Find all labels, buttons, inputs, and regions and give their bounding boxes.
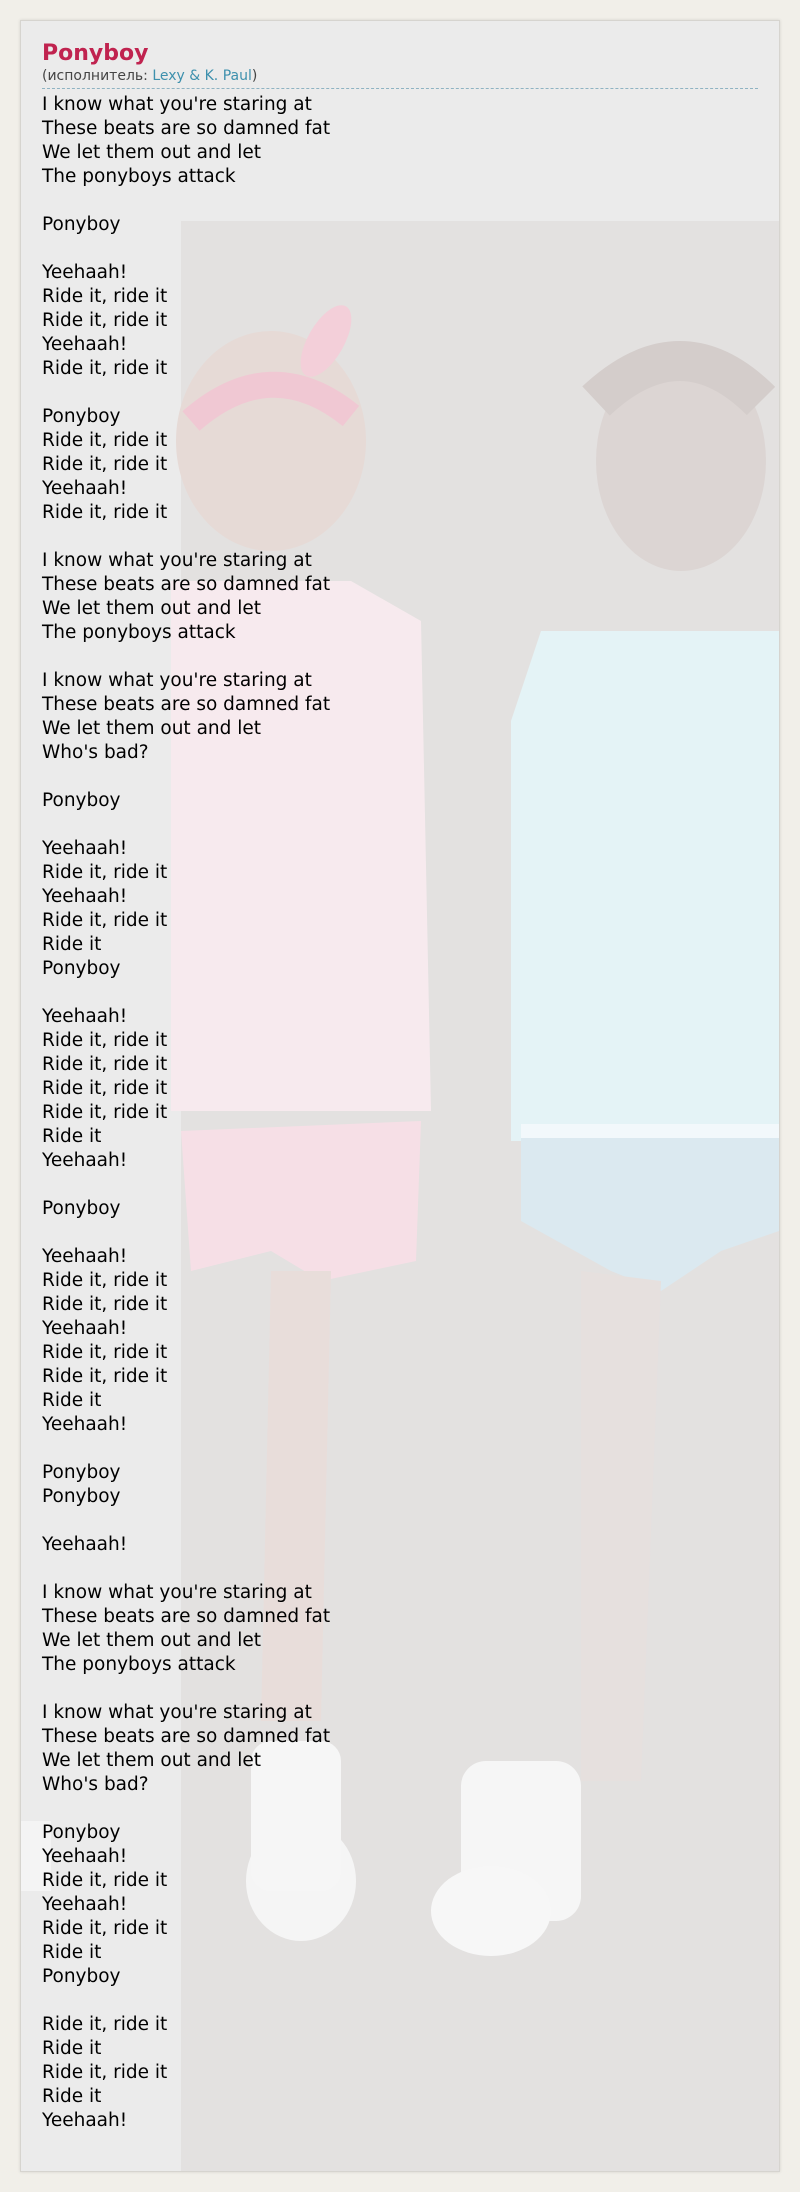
lyric-line: We let them out and let bbox=[42, 142, 262, 163]
lyric-line: Ride it, ride it bbox=[42, 310, 168, 331]
lyric-line: Ponyboy bbox=[42, 1966, 121, 1987]
lyric-line: Ponyboy bbox=[42, 790, 121, 811]
lyric-line: Yeehaah! bbox=[42, 1894, 128, 1915]
lyric-line: We let them out and let bbox=[42, 1750, 262, 1771]
lyric-line: Ride it, ride it bbox=[42, 1078, 168, 1099]
lyric-line: Ponyboy bbox=[42, 1822, 121, 1843]
lyric-line: The ponyboys attack bbox=[42, 1654, 236, 1675]
lyric-line: Yeehaah! bbox=[42, 886, 128, 907]
artist-line bbox=[42, 67, 758, 89]
lyric-line bbox=[42, 1557, 758, 1581]
lyric-line: Ride it, ride it bbox=[42, 1294, 168, 1315]
lyric-line: Ride it, ride it bbox=[42, 358, 168, 379]
lyric-line: Ponyboy bbox=[42, 406, 121, 427]
lyric-line: Yeehaah! bbox=[42, 1006, 128, 1027]
lyric-line: Yeehaah! bbox=[42, 334, 128, 355]
lyrics-card bbox=[20, 20, 780, 2172]
lyric-line bbox=[42, 981, 758, 1005]
song-title: Ponyboy bbox=[42, 41, 149, 66]
lyric-line: These beats are so damned fat bbox=[42, 1606, 331, 1627]
lyric-line bbox=[42, 381, 758, 405]
lyric-line: Ride it, ride it bbox=[42, 1054, 168, 1075]
lyric-line: Yeehaah! bbox=[42, 1150, 128, 1171]
song-content bbox=[42, 41, 758, 2133]
lyric-line: Ride it, ride it bbox=[42, 430, 168, 451]
lyric-line bbox=[42, 765, 758, 789]
lyric-line: We let them out and let bbox=[42, 718, 262, 739]
lyric-line: Ponyboy bbox=[42, 214, 121, 235]
lyric-line: Yeehaah! bbox=[42, 838, 128, 859]
lyric-line: These beats are so damned fat bbox=[42, 1726, 331, 1747]
lyric-line: Who's bad? bbox=[42, 1774, 149, 1795]
lyric-line: Yeehaah! bbox=[42, 1318, 128, 1339]
lyric-line bbox=[42, 1677, 758, 1701]
lyric-line: Ride it bbox=[42, 1126, 102, 1147]
lyric-line: Ride it bbox=[42, 1390, 102, 1411]
lyric-line bbox=[42, 1437, 758, 1461]
lyric-line: These beats are so damned fat bbox=[42, 694, 331, 715]
lyric-line: Ride it, ride it bbox=[42, 2062, 168, 2083]
lyric-line: Yeehaah! bbox=[42, 1246, 128, 1267]
lyric-line: I know what you're staring at bbox=[42, 550, 312, 571]
artist-suffix: ) bbox=[251, 68, 258, 84]
lyric-line: Yeehaah! bbox=[42, 1534, 128, 1555]
lyric-line bbox=[42, 813, 758, 837]
lyric-line: The ponyboys attack bbox=[42, 622, 236, 643]
lyric-line: I know what you're staring at bbox=[42, 1582, 312, 1603]
lyric-line: Ride it, ride it bbox=[42, 1102, 168, 1123]
lyric-line: I know what you're staring at bbox=[42, 94, 312, 115]
lyric-line bbox=[42, 1173, 758, 1197]
artist-link[interactable]: Lexy & K. Paul bbox=[152, 68, 252, 84]
lyric-line: We let them out and let bbox=[42, 1630, 262, 1651]
lyric-line: Ride it, ride it bbox=[42, 910, 168, 931]
lyric-line: Ride it, ride it bbox=[42, 1030, 168, 1051]
lyric-line bbox=[42, 1221, 758, 1245]
lyric-line: Yeehaah! bbox=[42, 1414, 128, 1435]
lyric-line: Ride it, ride it bbox=[42, 862, 168, 883]
lyric-line bbox=[42, 525, 758, 549]
lyric-line: Ride it bbox=[42, 1942, 102, 1963]
artist-prefix: (исполнитель: bbox=[42, 68, 153, 84]
lyric-line: Ride it bbox=[42, 2086, 102, 2107]
lyric-line bbox=[42, 189, 758, 213]
lyric-line: The ponyboys attack bbox=[42, 166, 236, 187]
lyric-line: Ponyboy bbox=[42, 958, 121, 979]
lyric-line: Ride it, ride it bbox=[42, 286, 168, 307]
lyric-line bbox=[42, 645, 758, 669]
lyric-line: Ride it, ride it bbox=[42, 454, 168, 475]
lyric-line bbox=[42, 1509, 758, 1533]
lyric-line: These beats are so damned fat bbox=[42, 574, 331, 595]
lyric-line bbox=[42, 1797, 758, 1821]
lyric-line: These beats are so damned fat bbox=[42, 118, 331, 139]
lyric-line: Ride it, ride it bbox=[42, 1342, 168, 1363]
lyric-line bbox=[42, 1989, 758, 2013]
lyric-line: Yeehaah! bbox=[42, 2110, 128, 2131]
lyrics-text bbox=[42, 93, 758, 2133]
lyric-line: We let them out and let bbox=[42, 598, 262, 619]
lyric-line: Yeehaah! bbox=[42, 478, 128, 499]
lyric-line: Ride it, ride it bbox=[42, 502, 168, 523]
lyric-line: Yeehaah! bbox=[42, 1846, 128, 1867]
lyric-line: Ride it, ride it bbox=[42, 1918, 168, 1939]
lyric-line: Ponyboy bbox=[42, 1462, 121, 1483]
lyric-line: Ride it, ride it bbox=[42, 1270, 168, 1291]
lyric-line: Ponyboy bbox=[42, 1486, 121, 1507]
lyric-line: Ride it bbox=[42, 934, 102, 955]
lyric-line: Ponyboy bbox=[42, 1198, 121, 1219]
lyric-line: Ride it bbox=[42, 2038, 102, 2059]
lyric-line: I know what you're staring at bbox=[42, 1702, 312, 1723]
lyric-line: Who's bad? bbox=[42, 742, 149, 763]
lyric-line: Ride it, ride it bbox=[42, 1366, 168, 1387]
lyric-line: I know what you're staring at bbox=[42, 670, 312, 691]
lyric-line bbox=[42, 237, 758, 261]
lyric-line: Ride it, ride it bbox=[42, 2014, 168, 2035]
lyric-line: Yeehaah! bbox=[42, 262, 128, 283]
lyric-line: Ride it, ride it bbox=[42, 1870, 168, 1891]
